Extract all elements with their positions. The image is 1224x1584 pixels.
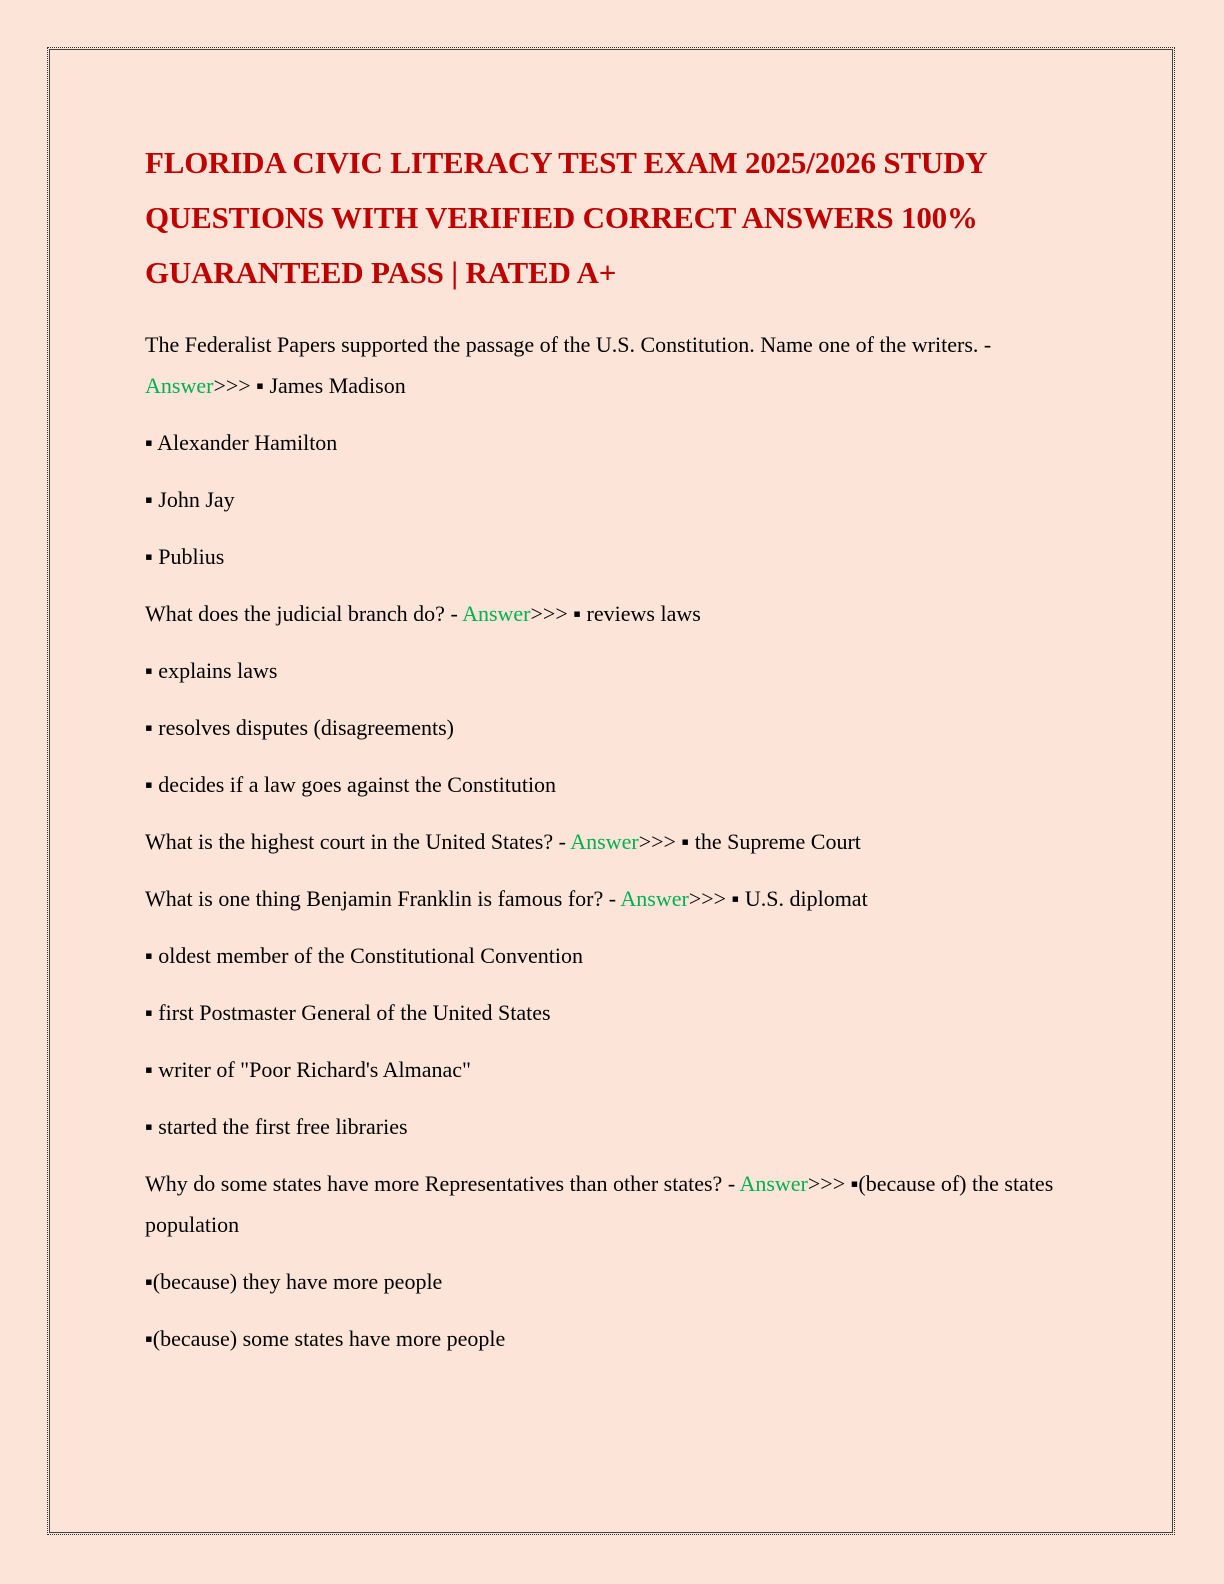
question-list	[145, 324, 1085, 1359]
answer-list-item: ▪ John Jay	[145, 487, 235, 512]
question-item	[145, 1163, 1085, 1245]
answer-list-item: ▪ started the first free libraries	[145, 1114, 408, 1139]
answer-list-item: ▪ explains laws	[145, 658, 278, 683]
answer-list-item: ▪ decides if a law goes against the Constitution	[145, 772, 557, 797]
answer-list-item: ▪ oldest member of the Constitutional Convention	[145, 943, 583, 968]
answer-list-item: ▪ writer of "Poor Richard's Almanac"	[145, 1057, 472, 1082]
question-item	[145, 593, 1085, 634]
answer-arrows: >>>	[688, 886, 727, 911]
question-item	[145, 324, 1085, 406]
answer-text: ▪ James Madison	[250, 373, 406, 398]
answer-arrows: >>>	[213, 373, 251, 398]
answer-label: Answer	[462, 601, 531, 626]
answer-list-item: ▪ Publius	[145, 544, 225, 569]
answer-label: Answer	[739, 1171, 808, 1196]
question-item	[145, 821, 1085, 862]
answer-list-item: ▪ resolves disputes (disagreements)	[145, 715, 454, 740]
question-text: What is the highest court in the United States? -	[145, 829, 571, 854]
answer-text: ▪ the Supreme Court	[675, 829, 861, 854]
answer-list-item: ▪(because) some states have more people	[145, 1326, 506, 1351]
answer-label: Answer	[620, 886, 689, 911]
answer-text: ▪ U.S. diplomat	[726, 886, 868, 911]
document-body	[145, 135, 1085, 1375]
answer-arrows: >>>	[530, 601, 568, 626]
question-text: What is one thing Benjamin Franklin is famous for? -	[145, 886, 621, 911]
question-item	[145, 878, 1085, 919]
answer-text: ▪ reviews laws	[567, 601, 701, 626]
question-text: Why do some states have more Representatives than other states? -	[145, 1171, 740, 1196]
document-title: FLORIDA CIVIC LITERACY TEST EXAM 2025/2026 STUDY QUESTIONS WITH VERIFIED CORRECT ANSWERS 100% GUARANTEED PASS | RATED A+	[145, 145, 987, 290]
question-text: What does the judicial branch do? -	[145, 601, 463, 626]
question-text: The Federalist Papers supported the passage of the U.S. Constitution. Name one of the writers. -	[145, 332, 992, 357]
answer-label: Answer	[145, 373, 214, 398]
answer-list-item: ▪ Alexander Hamilton	[145, 430, 338, 455]
answer-arrows: >>>	[638, 829, 676, 854]
answer-list-item: ▪ first Postmaster General of the United States	[145, 1000, 551, 1025]
answer-label: Answer	[570, 829, 639, 854]
answer-text: ▪(because of) the states population	[145, 1171, 1054, 1237]
answer-arrows: >>>	[807, 1171, 846, 1196]
answer-list-item: ▪(because) they have more people	[145, 1269, 443, 1294]
